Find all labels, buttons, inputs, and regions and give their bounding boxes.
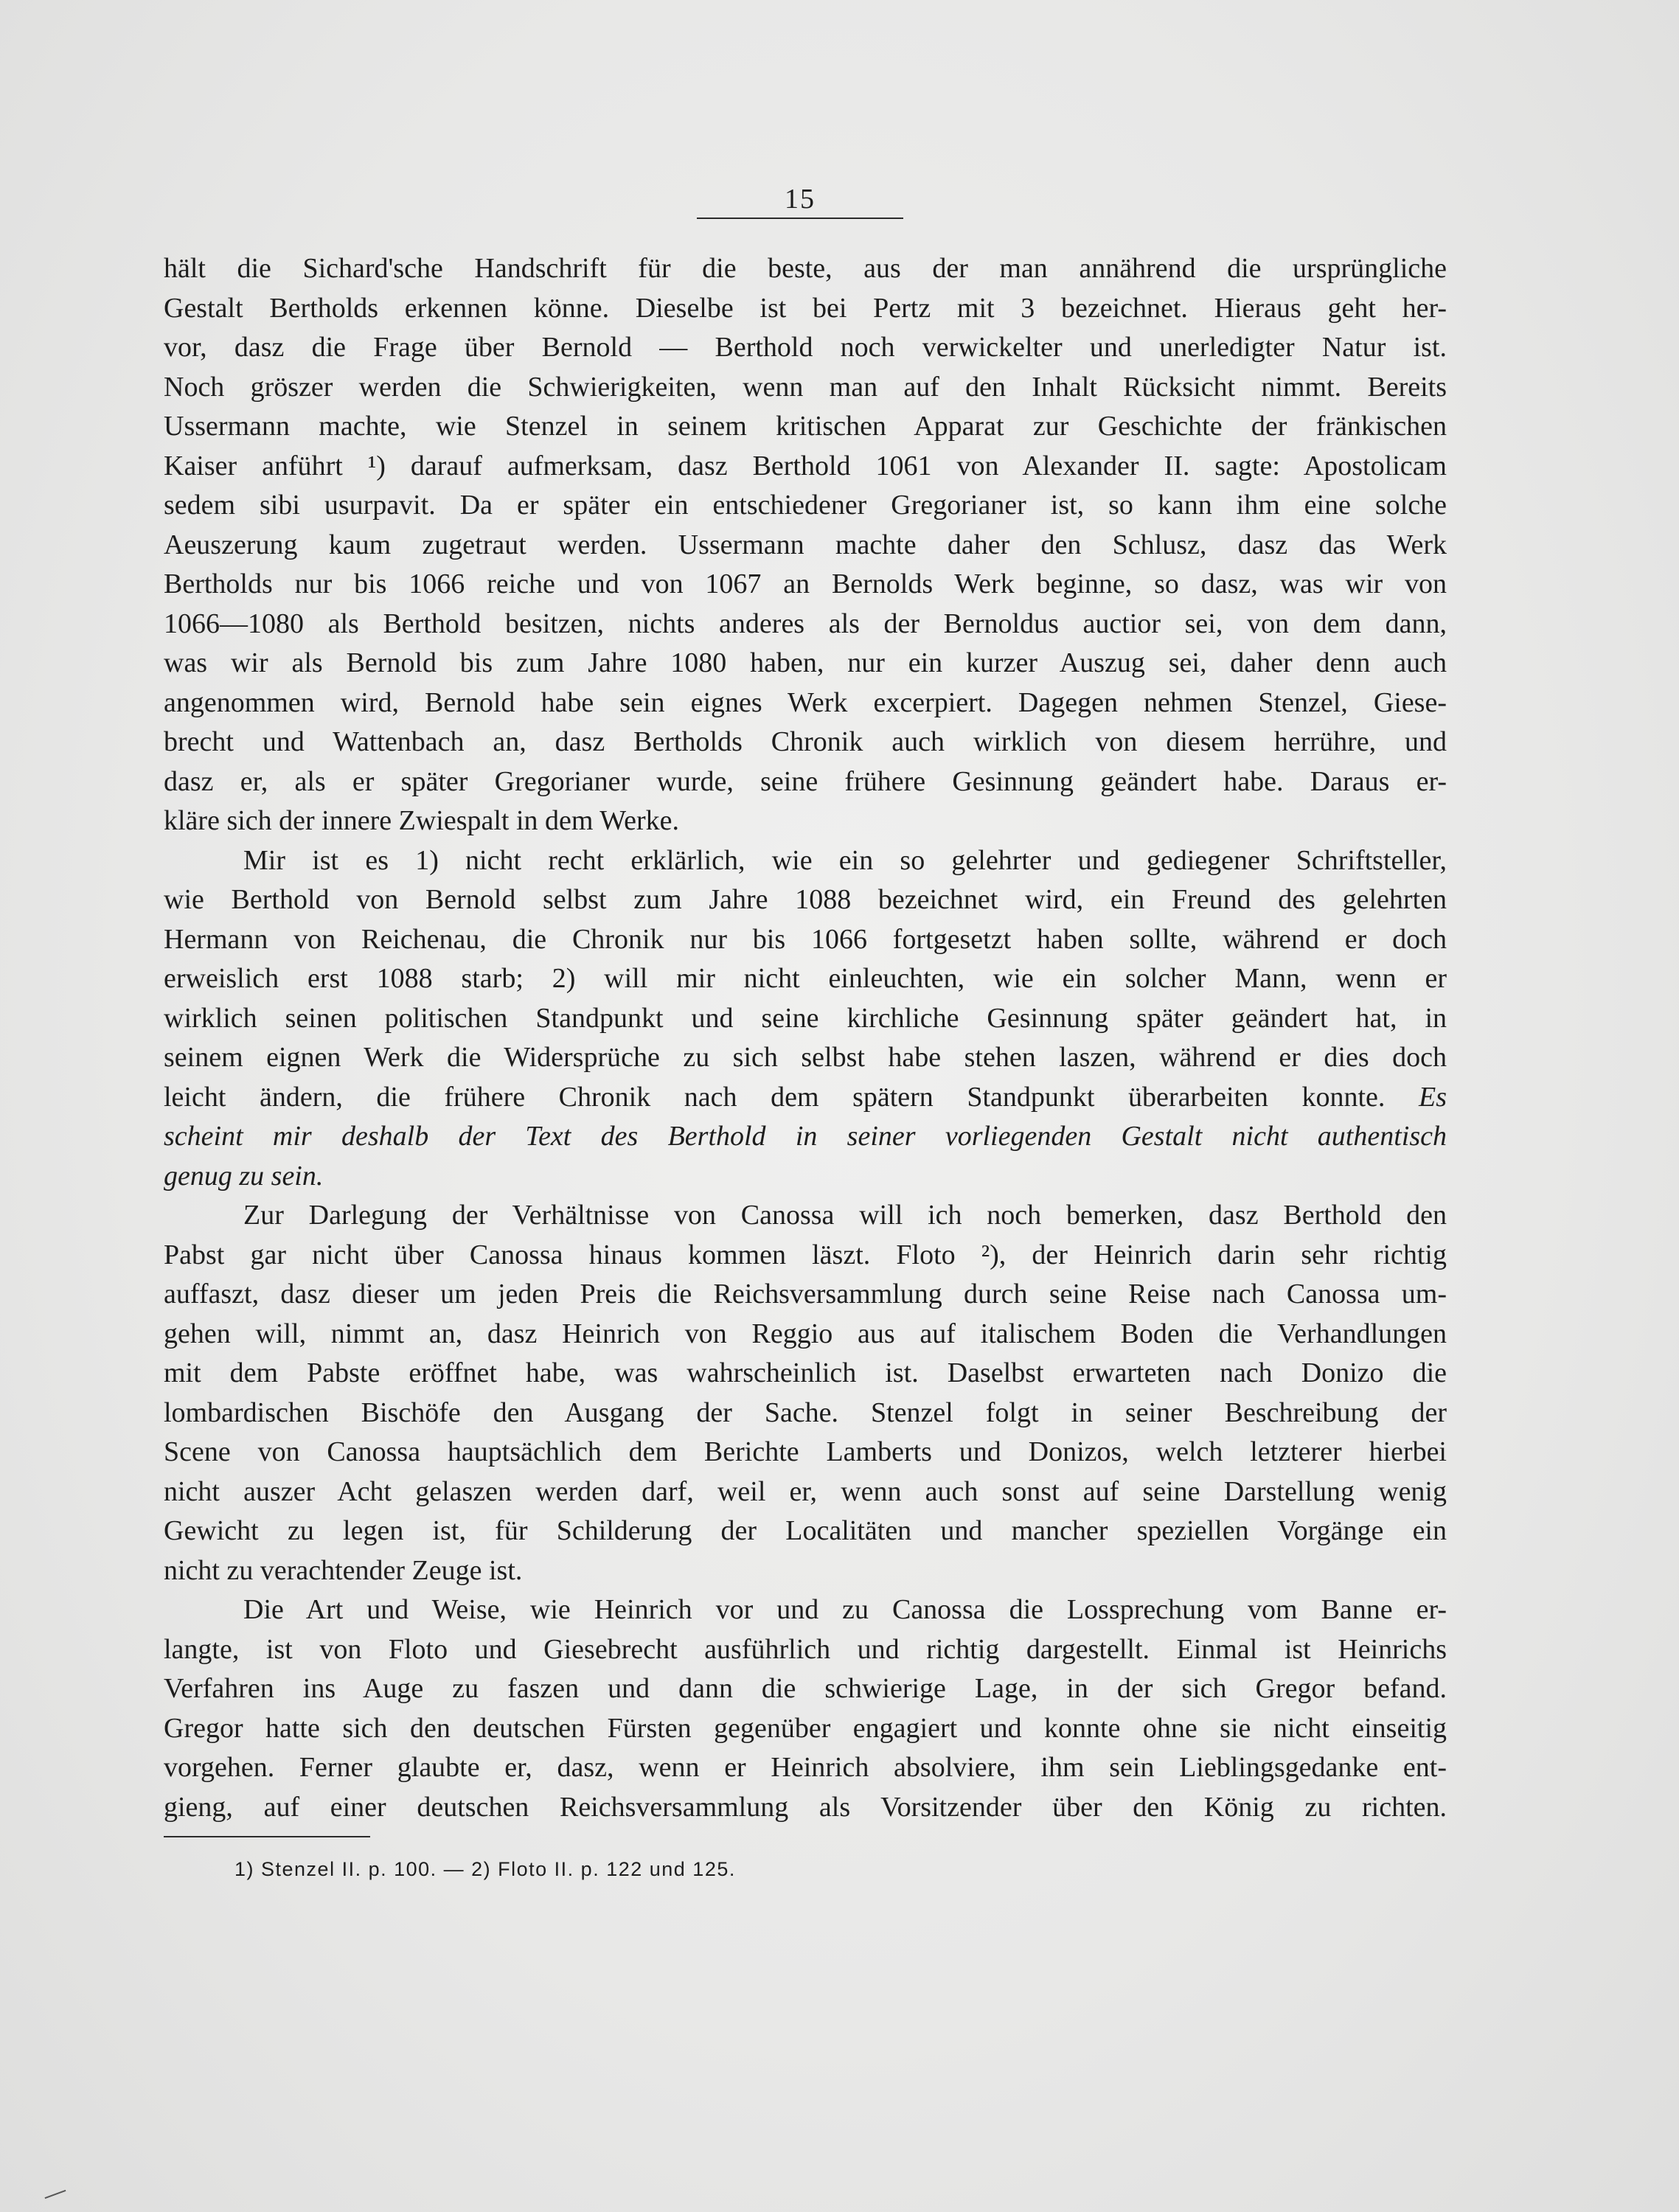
text-line: 1066—1080 als Berthold besitzen, nichts anderes als der Bernoldus auctior sei, von dem dann, [164, 608, 1447, 639]
text-line: Kaiser anführt ¹) darauf aufmerksam, dasz Berthold 1061 von Alexander II. sagte: Apostolicam [164, 450, 1447, 481]
text-line: vor, dasz die Frage über Bernold — Berthold noch verwickelter und unerledigter Natur ist. [164, 332, 1447, 363]
text-line: Mir ist es 1) nicht recht erklärlich, wie ein so gelehrter und gediegener Schriftsteller, [243, 844, 1447, 876]
text-line: wirklich seinen politischen Standpunkt und seine kirchliche Gesinnung später geändert hat, in [164, 1002, 1447, 1034]
text-line: kläre sich der innere Zwiespalt in dem Werke. [164, 805, 679, 836]
text-line: leicht ändern, die frühere Chronik nach dem spätern Standpunkt überarbeiten konnte. Es [164, 1081, 1447, 1113]
text-line: seinem eignen Werk die Widersprüche zu sich selbst habe stehen laszen, während er dies doch [164, 1042, 1447, 1073]
text-line: gieng, auf einer deutschen Reichsversammlung als Vorsitzender über den König zu richten. [164, 1791, 1447, 1823]
text-line: vorgehen. Ferner glaubte er, dasz, wenn er Heinrich absolviere, ihm sein Lieblingsgedanke ent- [164, 1752, 1447, 1783]
italic-text: scheint mir deshalb der Text des Berthold in seiner vorliegenden Gestalt nicht authentisch [164, 1121, 1447, 1152]
text-line [164, 1117, 1447, 1157]
text-line: wie Berthold von Bernold selbst zum Jahre 1088 bezeichnet wird, ein Freund des gelehrten [164, 884, 1447, 915]
text-line: Pabst gar nicht über Canossa hinaus kommen läszt. Floto ²), der Heinrich darin sehr richtig [164, 1239, 1447, 1270]
text-line: mit dem Pabste eröffnet habe, was wahrscheinlich ist. Daselbst erwarteten nach Donizo die [164, 1357, 1447, 1388]
text-line: Gewicht zu legen ist, für Schilderung der Localitäten und mancher speziellen Vorgänge ein [164, 1515, 1447, 1546]
text-line: auffaszt, dasz dieser um jeden Preis die Reichsversammlung durch seine Reise nach Canossa um- [164, 1279, 1447, 1310]
text-line: erweislich erst 1088 starb; 2) will mir nicht einleuchten, wie ein solcher Mann, wenn er [164, 963, 1447, 994]
text-line: langte, ist von Floto und Giesebrecht ausführlich und richtig dargestellt. Einmal ist Heinrichs [164, 1633, 1447, 1665]
italic-text: Es [1419, 1081, 1447, 1113]
text-line: brecht und Wattenbach an, dasz Bertholds Chronik auch wirklich von diesem herrühre, und [164, 726, 1447, 757]
margin-mark [45, 2190, 66, 2199]
italic-text: genug zu sein. [164, 1160, 324, 1192]
text-line: Gestalt Bertholds erkennen könne. Dieselbe ist bei Pertz mit 3 bezeichnet. Hieraus geht her- [164, 292, 1447, 324]
text-line [164, 1157, 1447, 1197]
text-line: Noch gröszer werden die Schwierigkeiten, wenn man auf den Inhalt Rücksicht nimmt. Bereits [164, 371, 1447, 403]
footnotes: 1) Stenzel II. p. 100. — 2) Floto II. p. 122 und 125. [234, 1858, 736, 1880]
footnote-separator [164, 1836, 370, 1837]
text-line: Ussermann machte, wie Stenzel in seinem kritischen Apparat zur Geschichte der fränkischen [164, 411, 1447, 442]
text-line: Gregor hatte sich den deutschen Fürsten gegenüber engagiert und konnte ohne sie nicht einseitig [164, 1712, 1447, 1744]
text-line: Die Art und Weise, wie Heinrich vor und zu Canossa die Lossprechung vom Banne er- [243, 1594, 1447, 1625]
text-line: nicht auszer Acht gelaszen werden darf, weil er, wenn auch sonst auf seine Darstellung wenig [164, 1475, 1447, 1507]
body-text [164, 249, 1447, 1827]
text-line: dasz er, als er später Gregorianer wurde, seine frühere Gesinnung geändert habe. Daraus er- [164, 765, 1447, 797]
text-line: lombardischen Bischöfe den Ausgang der Sache. Stenzel folgt in seiner Beschreibung der [164, 1397, 1447, 1428]
text-line: nicht zu verachtender Zeuge ist. [164, 1554, 523, 1586]
text-line: Zur Darlegung der Verhältnisse von Canossa will ich noch bemerken, dasz Berthold den [243, 1200, 1447, 1231]
text-line: was wir als Bernold bis zum Jahre 1080 haben, nur ein kurzer Auszug sei, daher denn auch [164, 647, 1447, 678]
text-line: sedem sibi usurpavit. Da er später ein entschiedener Gregorianer ist, so kann ihm eine solche [164, 490, 1447, 521]
text-line: Bertholds nur bis 1066 reiche und von 1067 an Bernolds Werk beginne, so dasz, was wir von [164, 568, 1447, 599]
page-number: 15 [785, 184, 816, 215]
text-line: gehen will, nimmt an, dasz Heinrich von Reggio aus auf italischem Boden die Verhandlungen [164, 1318, 1447, 1349]
text-line: hält die Sichard'sche Handschrift für die beste, aus der man annährend die ursprüngliche [164, 253, 1447, 284]
text-line: Scene von Canossa hauptsächlich dem Berichte Lamberts und Donizos, welch letzterer hierbei [164, 1436, 1447, 1467]
text-line: angenommen wird, Bernold habe sein eignes Werk excerpiert. Dagegen nehmen Stenzel, Giese- [164, 686, 1447, 718]
page-number-rule [697, 218, 903, 219]
text-line: Hermann von Reichenau, die Chronik nur bis 1066 fortgesetzt haben sollte, während er doch [164, 923, 1447, 955]
text-line: Aeuszerung kaum zugetraut werden. Ussermann machte daher den Schlusz, dasz das Werk [164, 529, 1447, 560]
text-line: Verfahren ins Auge zu faszen und dann die schwierige Lage, in der sich Gregor befand. [164, 1673, 1447, 1704]
